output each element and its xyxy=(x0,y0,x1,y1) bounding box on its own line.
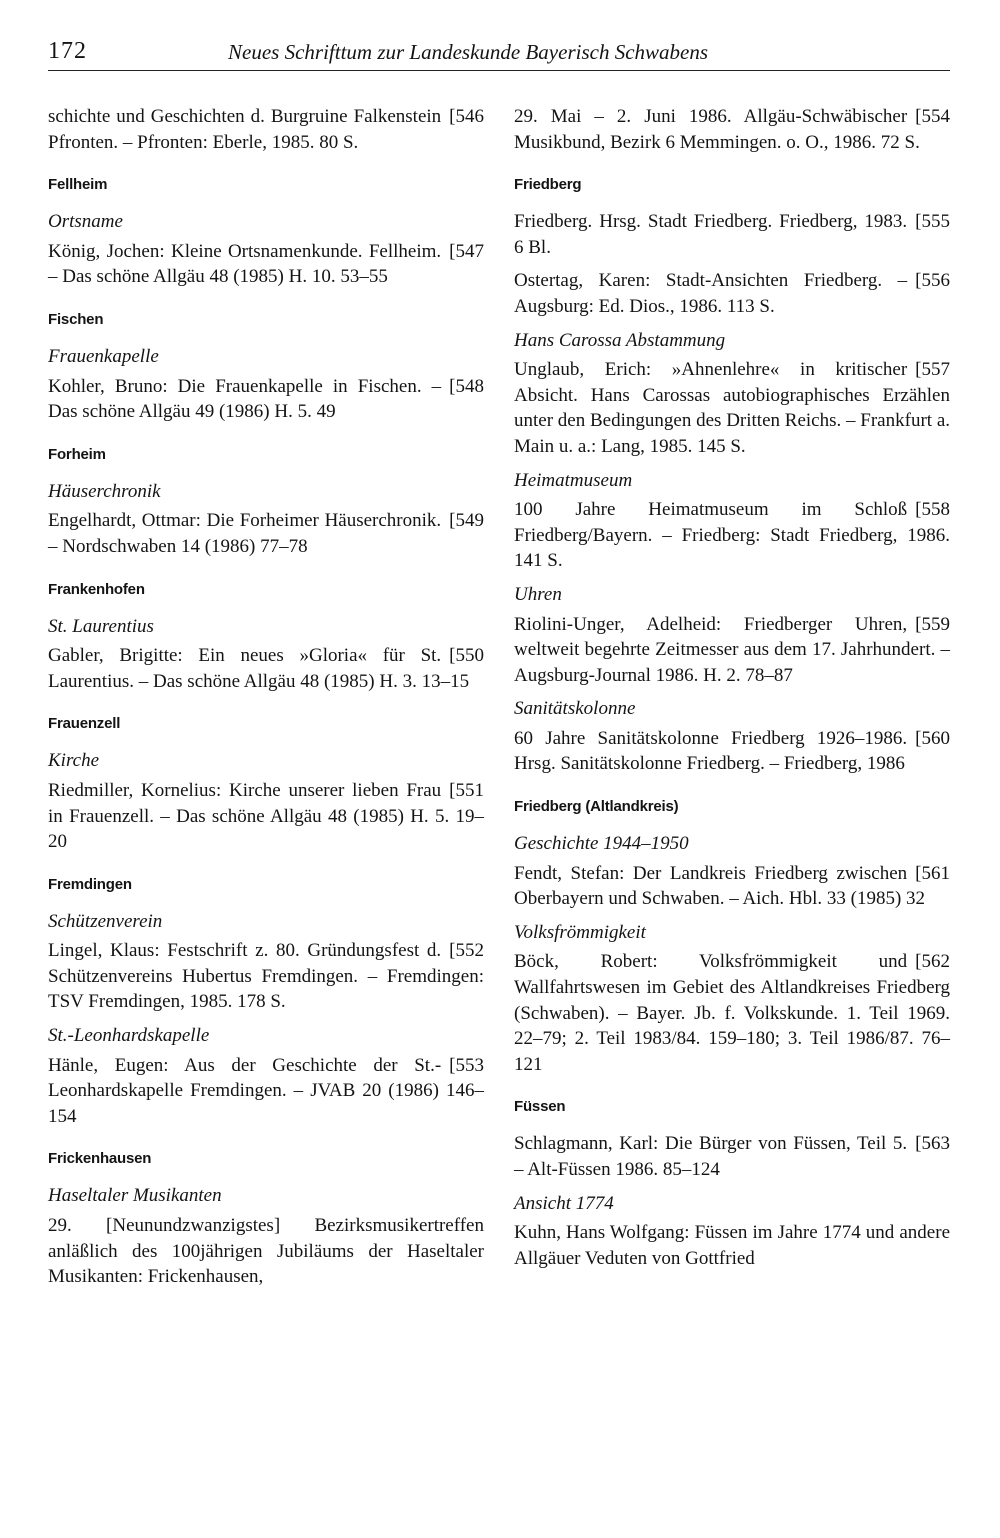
subject-hans-carossa: Hans Carossa Abstammung xyxy=(514,329,726,351)
entry-number: [546 xyxy=(449,106,484,127)
entry-text: Böck, Robert: Volksfrömmigkeit und Wallfahrtswesen im Gebiet des Altlandkreises Friedberg (Schwaben). – Bayer. Jb. f. Volkskunde. 1. Teil 1969. 22–79; 2. Teil 1983/84. 159–180; 3. Teil 1986/87. 76–121 xyxy=(514,951,950,1075)
entry-554 xyxy=(514,104,950,155)
entry-text: Engelhardt, Ottmar: Die Forheimer Häuserchronik. – Nordschwaben 14 (1986) 77–78 xyxy=(48,510,442,557)
entry-557 xyxy=(514,357,950,459)
entry-text: 29. Mai – 2. Juni 1986. Allgäu-Schwäbischer Musikbund, Bezirk 6 Memmingen. o. O., 1986. 72 S. xyxy=(514,106,920,153)
subject-frauenkapelle: Frauenkapelle xyxy=(48,345,159,367)
entry-text: Fendt, Stefan: Der Landkreis Friedberg zwischen Oberbayern und Schwaben. – Aich. Hbl. 33 (1985) 32 xyxy=(514,862,926,910)
entry-number: [558 xyxy=(915,499,950,521)
entry-564-start xyxy=(514,1220,950,1271)
entry-text: Riedmiller, Kornelius: Kirche unserer lieben Frau in Frauenzell. – Das schöne Allgäu 48 (1985) H. 5. 19–20 xyxy=(48,779,484,853)
entry-563 xyxy=(514,1131,950,1182)
entry-text: König, Jochen: Kleine Ortsnamenkunde. Fellheim. – Das schöne Allgäu 48 (1985) H. 10. 53–55 xyxy=(48,240,442,288)
entry-549 xyxy=(48,508,484,559)
entry-number: [555 xyxy=(915,211,950,233)
subject-kirche: Kirche xyxy=(48,750,100,772)
entry-text: Ostertag, Karen: Stadt-Ansichten Friedberg. – Augsburg: Ed. Dios., 1986. 113 S. xyxy=(514,270,908,317)
entry-number: [552 xyxy=(449,940,484,962)
subject-ortsname: Ortsname xyxy=(48,211,123,233)
subject-haeuserchronik: Häuserchronik xyxy=(48,480,161,502)
place-heading-frauenzell: Frauenzell xyxy=(48,715,121,733)
subject-ansicht: Ansicht 1774 xyxy=(514,1192,614,1214)
place-heading-friedberg: Friedberg xyxy=(514,176,582,194)
entry-text: 29. [Neunundzwanzigstes] Bezirksmusikertreffen anläßlich des 100jährigen Jubiläums der Haseltaler Musikanten: Frickenhausen, xyxy=(48,1215,484,1288)
entry-text: Unglaub, Erich: »Ahnenlehre« in kritischer Absicht. Hans Carossas autobiographisches Erzählen unter den Bedingungen des Dritten Reichs. – Frankfurt a. Main u. a.: Lang, 1985. 145 S. xyxy=(514,359,950,457)
place-heading-forheim: Forheim xyxy=(48,445,106,463)
left-column xyxy=(48,104,484,1298)
entry-556 xyxy=(514,268,950,319)
place-heading-friedberg-altlandkreis: Friedberg (Altlandkreis) xyxy=(514,798,679,816)
entry-number: [563 xyxy=(915,1133,950,1155)
entry-553 xyxy=(48,1053,484,1130)
entry-number: [559 xyxy=(915,613,950,635)
entry-560 xyxy=(514,726,950,777)
entry-562 xyxy=(514,949,950,1077)
subject-heimatmuseum: Heimatmuseum xyxy=(514,469,633,491)
entry-text: Schlagmann, Karl: Die Bürger von Füssen, Teil 5. – Alt-Füssen 1986. 85–124 xyxy=(514,1133,908,1180)
place-heading-fischen: Fischen xyxy=(48,310,104,328)
entry-text: 60 Jahre Sanitätskolonne Friedberg 1926–1986. Hrsg. Sanitätskolonne Friedberg. – Friedberg, 1986 xyxy=(514,727,908,775)
entry-number: [548 xyxy=(449,375,484,397)
subject-schuetzenverein: Schützenverein xyxy=(48,910,163,932)
subject-st-leonhardskapelle: St.-Leonhardskapelle xyxy=(48,1025,210,1047)
subject-haseltaler-musikanten: Haseltaler Musikanten xyxy=(48,1185,222,1207)
entry-555 xyxy=(514,209,950,260)
subject-uhren: Uhren xyxy=(514,583,562,605)
entry-number: [549 xyxy=(449,510,484,532)
entry-number: [556 xyxy=(915,270,950,292)
place-heading-fellheim: Fellheim xyxy=(48,176,108,194)
entry-text: Kuhn, Hans Wolfgang: Füssen im Jahre 1774 und andere Allgäuer Veduten von Gottfried xyxy=(514,1222,950,1269)
entry-546 xyxy=(48,104,484,155)
entry-text: Friedberg. Hrsg. Stadt Friedberg. Friedberg, 1983. 6 Bl. xyxy=(514,211,908,258)
entry-559 xyxy=(514,612,950,689)
entry-number: [562 xyxy=(915,951,950,973)
entry-text: Hänle, Eugen: Aus der Geschichte der St.-Leonhardskapelle Fremdingen. – JVAB 20 (1986) 146–154 xyxy=(48,1054,484,1127)
entry-text: 100 Jahre Heimatmuseum im Schloß Friedberg/Bayern. – Friedberg: Stadt Friedberg, 1986. 141 S. xyxy=(514,499,950,572)
header-rule xyxy=(48,70,950,71)
place-heading-frankenhofen: Frankenhofen xyxy=(48,580,145,598)
entry-text: Kohler, Bruno: Die Frauenkapelle in Fischen. – Das schöne Allgäu 49 (1986) H. 5. 49 xyxy=(48,375,442,423)
page-header xyxy=(48,38,950,72)
page-number: 172 xyxy=(48,38,87,64)
entry-548 xyxy=(48,374,484,425)
subject-geschichte: Geschichte 1944–1950 xyxy=(514,833,689,855)
entry-text: Gabler, Brigitte: Ein neues »Gloria« für St. Laurentius. – Das schöne Allgäu 48 (1985) H. 3. 13–15 xyxy=(48,645,470,692)
entry-number: [550 xyxy=(449,645,484,667)
entry-558 xyxy=(514,497,950,574)
place-heading-frickenhausen: Frickenhausen xyxy=(48,1150,152,1168)
right-column xyxy=(514,104,950,1279)
subject-volksfroemmigkeit: Volksfrömmigkeit xyxy=(514,921,646,943)
subject-sanitaetskolonne: Sanitätskolonne xyxy=(514,698,636,720)
entry-number: [554 xyxy=(915,106,950,127)
subject-st-laurentius: St. Laurentius xyxy=(48,615,154,637)
entry-561 xyxy=(514,861,950,912)
entry-text: Riolini-Unger, Adelheid: Friedberger Uhren, weltweit begehrte Zeitmesser aus dem 17. Jahrhundert. – Augsburg-Journal 1986. H. 2. 78–87 xyxy=(514,613,950,686)
entry-551 xyxy=(48,778,484,855)
entry-text: Lingel, Klaus: Festschrift z. 80. Gründungsfest d. Schützenvereins Hubertus Fremdingen. – Fremdingen: TSV Fremdingen, 1985. 178 S. xyxy=(48,940,484,1013)
entry-number: [553 xyxy=(449,1054,484,1076)
entry-number: [547 xyxy=(449,240,484,262)
place-heading-fremdingen: Fremdingen xyxy=(48,875,132,893)
running-title: Neues Schrifttum zur Landeskunde Bayerisch Schwabens xyxy=(228,40,709,64)
entry-554-start xyxy=(48,1213,484,1290)
entry-number: [560 xyxy=(915,727,950,749)
place-heading-fuessen: Füssen xyxy=(514,1098,566,1116)
entry-number: [557 xyxy=(915,359,950,381)
entry-552 xyxy=(48,938,484,1015)
entry-547 xyxy=(48,239,484,290)
entry-550 xyxy=(48,643,484,694)
entry-number: [561 xyxy=(915,862,950,884)
entry-number: [551 xyxy=(449,779,484,801)
entry-text: schichte und Geschichten d. Burgruine Falkenstein Pfronten. – Pfronten: Eberle, 1985. 80 S. xyxy=(48,106,442,153)
